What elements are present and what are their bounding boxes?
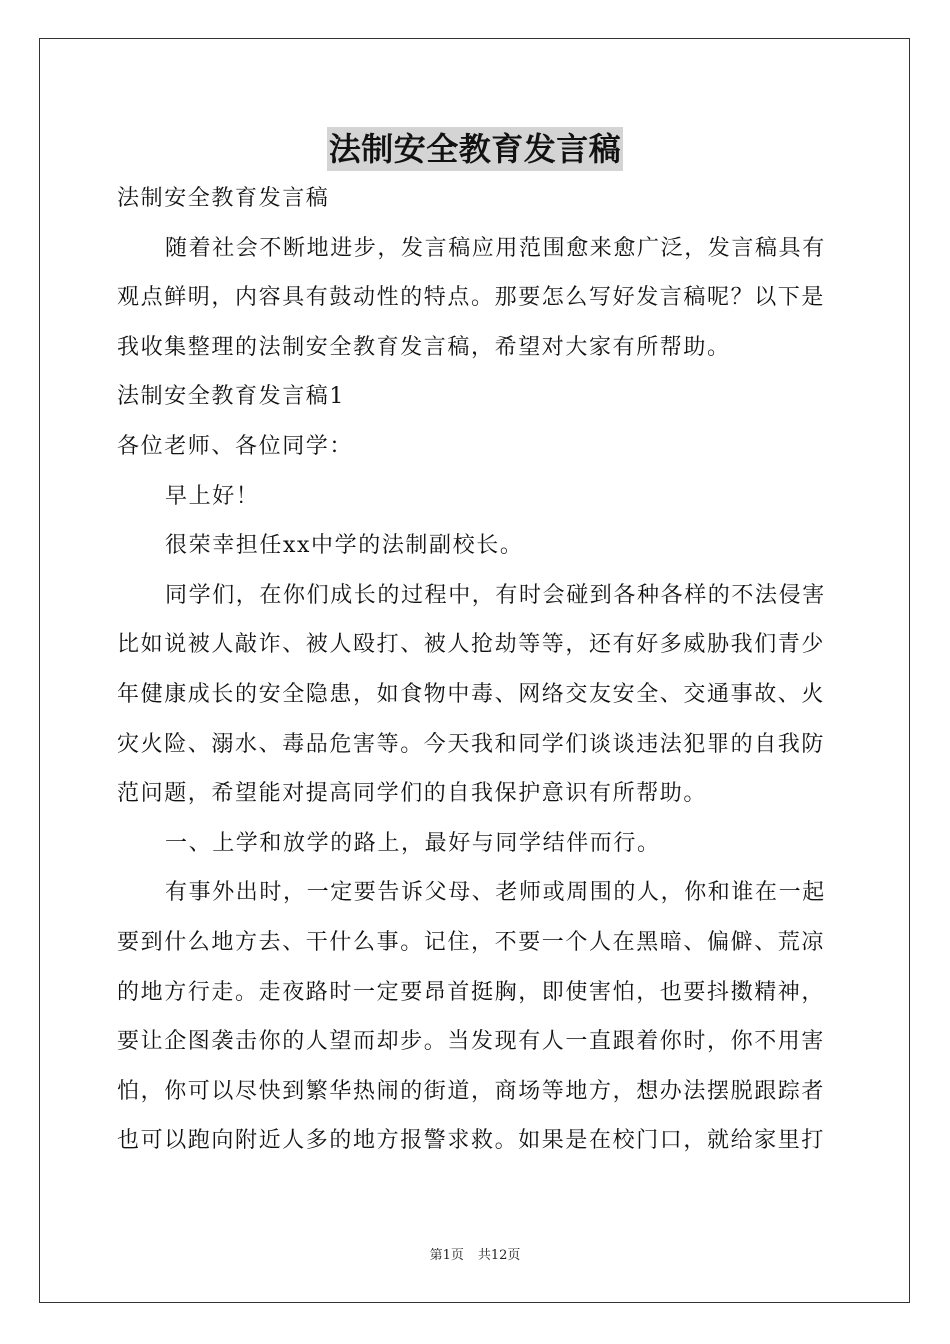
text-line: 要到什么地方去、干什么事。记住，不要一个人在黑暗、偏僻、荒凉 xyxy=(117,929,826,955)
document-body xyxy=(117,174,833,1166)
text-line: 范问题，希望能对提高同学们的自我保护意识有所帮助。 xyxy=(117,781,708,807)
text-line: 法制安全教育发言稿 xyxy=(117,186,330,211)
text-line: 法制安全教育发言稿1 xyxy=(117,384,345,410)
text-line: 我收集整理的法制安全教育发言稿，希望对大家有所帮助。 xyxy=(117,334,731,360)
page-total: 共12页 xyxy=(477,1248,521,1263)
text-line: 早上好！ xyxy=(165,483,260,509)
text-line: 的地方行走。走夜路时一定要昂首挺胸，即使害怕，也要抖擞精神， xyxy=(117,979,826,1005)
text-line: 同学们，在你们成长的过程中，有时会碰到各种各样的不法侵害 xyxy=(165,582,826,608)
document-title: 法制安全教育发言稿 xyxy=(327,127,624,171)
page-number: 第1页 xyxy=(429,1248,464,1263)
title-block xyxy=(0,127,950,171)
text-line: 随着社会不断地进步，发言稿应用范围愈来愈广泛，发言稿具有 xyxy=(165,235,826,261)
text-line: 年健康成长的安全隐患，如食物中毒、网络交友安全、交通事故、火 xyxy=(117,681,826,707)
text-line: 有事外出时，一定要告诉父母、老师或周围的人，你和谁在一起 xyxy=(165,880,826,906)
text-line: 一、上学和放学的路上，最好与同学结伴而行。 xyxy=(165,830,661,856)
page-footer xyxy=(0,1247,950,1265)
text-line: 也可以跑向附近人多的地方报警求救。如果是在校门口，就给家里打 xyxy=(117,1128,826,1154)
text-line: 怕，你可以尽快到繁华热闹的街道，商场等地方，想办法摆脱跟踪者 xyxy=(117,1078,826,1104)
text-line: 很荣幸担任xx中学的法制副校长。 xyxy=(165,533,524,559)
text-line: 各位老师、各位同学： xyxy=(117,433,354,459)
text-line: 观点鲜明，内容具有鼓动性的特点。那要怎么写好发言稿呢？以下是 xyxy=(117,285,826,311)
text-line: 比如说被人敲诈、被人殴打、被人抢劫等等，还有好多威胁我们青少 xyxy=(117,632,826,658)
text-line: 灾火险、溺水、毒品危害等。今天我和同学们谈谈违法犯罪的自我防 xyxy=(117,731,826,757)
text-line: 要让企图袭击你的人望而却步。当发现有人一直跟着你时，你不用害 xyxy=(117,1029,826,1055)
